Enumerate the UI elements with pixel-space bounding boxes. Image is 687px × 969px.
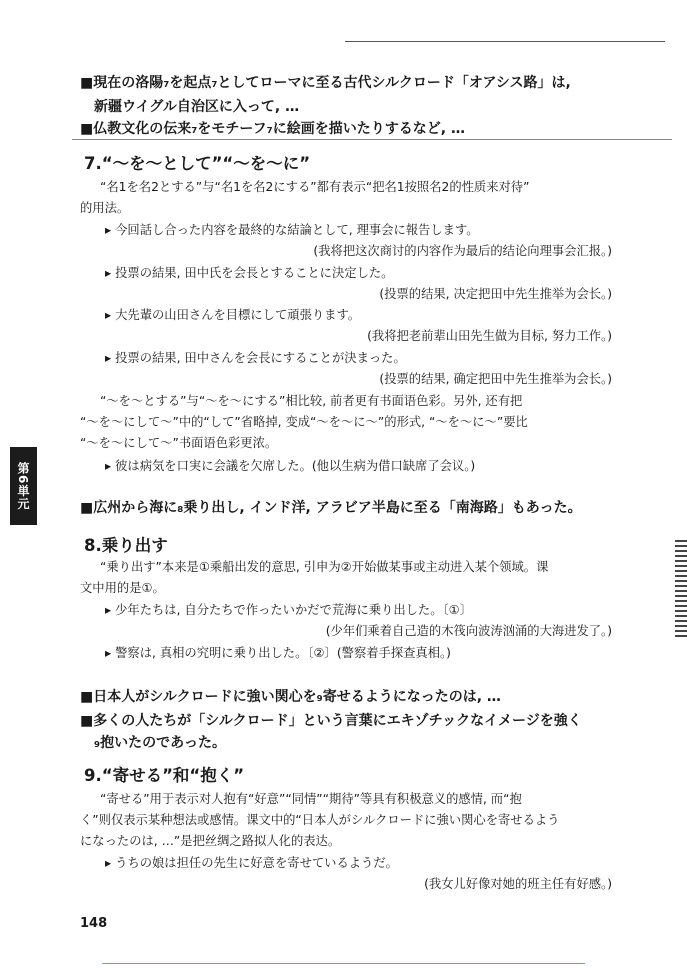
quote-line: ■多くの人たちが「シルクロード」という言葉にエキゾチックなイメージを強く bbox=[80, 713, 582, 729]
paragraph-line: “乗り出す”本来是①乘船出发的意思, 引申为②开始做某事或主动进入某个领域。课 bbox=[100, 560, 549, 574]
example-translation: (投票的结果, 确定把田中先生推举为会长。) bbox=[379, 372, 612, 386]
paragraph-line: “〜を〜にして〜”中的“して”省略掉, 变成“〜を〜に〜”的形式, “〜を〜に〜”要比 bbox=[80, 415, 528, 429]
page-edge-marks bbox=[675, 540, 687, 650]
example-sentence: ▸ 警察は, 真相の究明に乗り出した。〔②〕(警察着手探查真相。) bbox=[105, 646, 451, 660]
section-divider bbox=[72, 139, 672, 140]
section-heading: 8.乗り出す bbox=[84, 536, 168, 555]
section-heading: 7.“〜を〜として”“〜を〜に” bbox=[84, 154, 311, 173]
paragraph-line: になったのは, …”是把丝绸之路拟人化的表达。 bbox=[80, 834, 341, 848]
header-rule bbox=[345, 41, 665, 42]
example-translation: (少年们乘着自己造的木筏向波涛汹涌的大海进发了。) bbox=[325, 624, 612, 638]
page-number: 148 bbox=[80, 916, 108, 931]
quote-line: ■広州から海に₈乗り出し, インド洋, アラビア半島に至る「南海路」もあった。 bbox=[80, 500, 582, 516]
example-sentence: ▸ 少年たちは, 自分たちで作ったいかだで荒海に乗り出した。〔①〕 bbox=[105, 603, 472, 617]
example-sentence: ▸ 大先輩の山田さんを目標にして頑張ります。 bbox=[105, 308, 361, 322]
example-sentence: ▸ うちの娘は担任の先生に好意を寄せているようだ。 bbox=[105, 856, 398, 870]
example-sentence: ▸ 投票の結果, 田中氏を会長とすることに決定した。 bbox=[105, 266, 394, 280]
unit-side-tab: 第6単元 bbox=[10, 447, 37, 525]
bullet-icon: ▸ bbox=[105, 603, 112, 617]
example-translation: (我将把老前辈山田先生做为目标, 努力工作。) bbox=[367, 329, 612, 343]
example-translation: (我女儿好像对她的班主任有好感。) bbox=[424, 877, 612, 891]
bullet-icon: ▸ bbox=[105, 351, 112, 365]
bullet-icon: ▸ bbox=[105, 459, 112, 473]
example-sentence: ▸ 投票の結果, 田中さんを会長にすることが決まった。 bbox=[105, 351, 406, 365]
paragraph-line: 文中用的是①。 bbox=[80, 581, 165, 595]
quote-line: ■現在の洛陽₇を起点₇としてローマに至る古代シルクロード「オアシス路」は, bbox=[80, 75, 571, 91]
quote-line: ■仏教文化の伝来₇をモチーフ₇に絵画を描いたりするなど, … bbox=[80, 121, 465, 137]
quote-line: 新疆ウイグル自治区に入って, … bbox=[94, 99, 300, 115]
footer-rule bbox=[102, 963, 585, 964]
example-translation: (我将把这次商讨的内容作为最后的结论向理事会汇报。) bbox=[313, 244, 612, 258]
example-sentence: ▸ 今回話し合った内容を最終的な結論として, 理事会に報告します。 bbox=[105, 223, 479, 237]
quote-line: ■日本人がシルクロードに強い関心を₉寄せるようになったのは, … bbox=[80, 689, 501, 705]
paragraph-line: “〜を〜にして〜”书面语色彩更浓。 bbox=[80, 436, 278, 450]
paragraph-line: “名1を名2とする”与“名1を名2にする”都有表示“把名1按照名2的性质来对待” bbox=[100, 180, 530, 194]
paragraph-line: 的用法。 bbox=[80, 201, 130, 215]
bullet-icon: ▸ bbox=[105, 646, 112, 660]
bullet-icon: ▸ bbox=[105, 266, 112, 280]
paragraph-line: “〜を〜とする”与“〜を〜にする”相比较, 前者更有书面语色彩。另外, 还有把 bbox=[100, 394, 523, 408]
paragraph-line: “寄せる”用于表示对人抱有“好意”“同情”“期待”等具有积极意义的感情, 而“抱 bbox=[100, 792, 522, 806]
bullet-icon: ▸ bbox=[105, 856, 112, 870]
paragraph-line: く”则仅表示某种想法或感情。课文中的“日本人がシルクロードに強い関心を寄せるよう bbox=[80, 813, 560, 827]
bullet-icon: ▸ bbox=[105, 223, 112, 237]
quote-line: ₉抱いたのであった。 bbox=[94, 735, 226, 751]
example-sentence: ▸ 彼は病気を口実に会議を欠席した。(他以生病为借口缺席了会议。) bbox=[105, 459, 476, 473]
bullet-icon: ▸ bbox=[105, 308, 112, 322]
section-heading: 9.“寄せる”和“抱く” bbox=[84, 766, 245, 785]
example-translation: (投票的结果, 决定把田中先生推举为会长。) bbox=[379, 287, 612, 301]
